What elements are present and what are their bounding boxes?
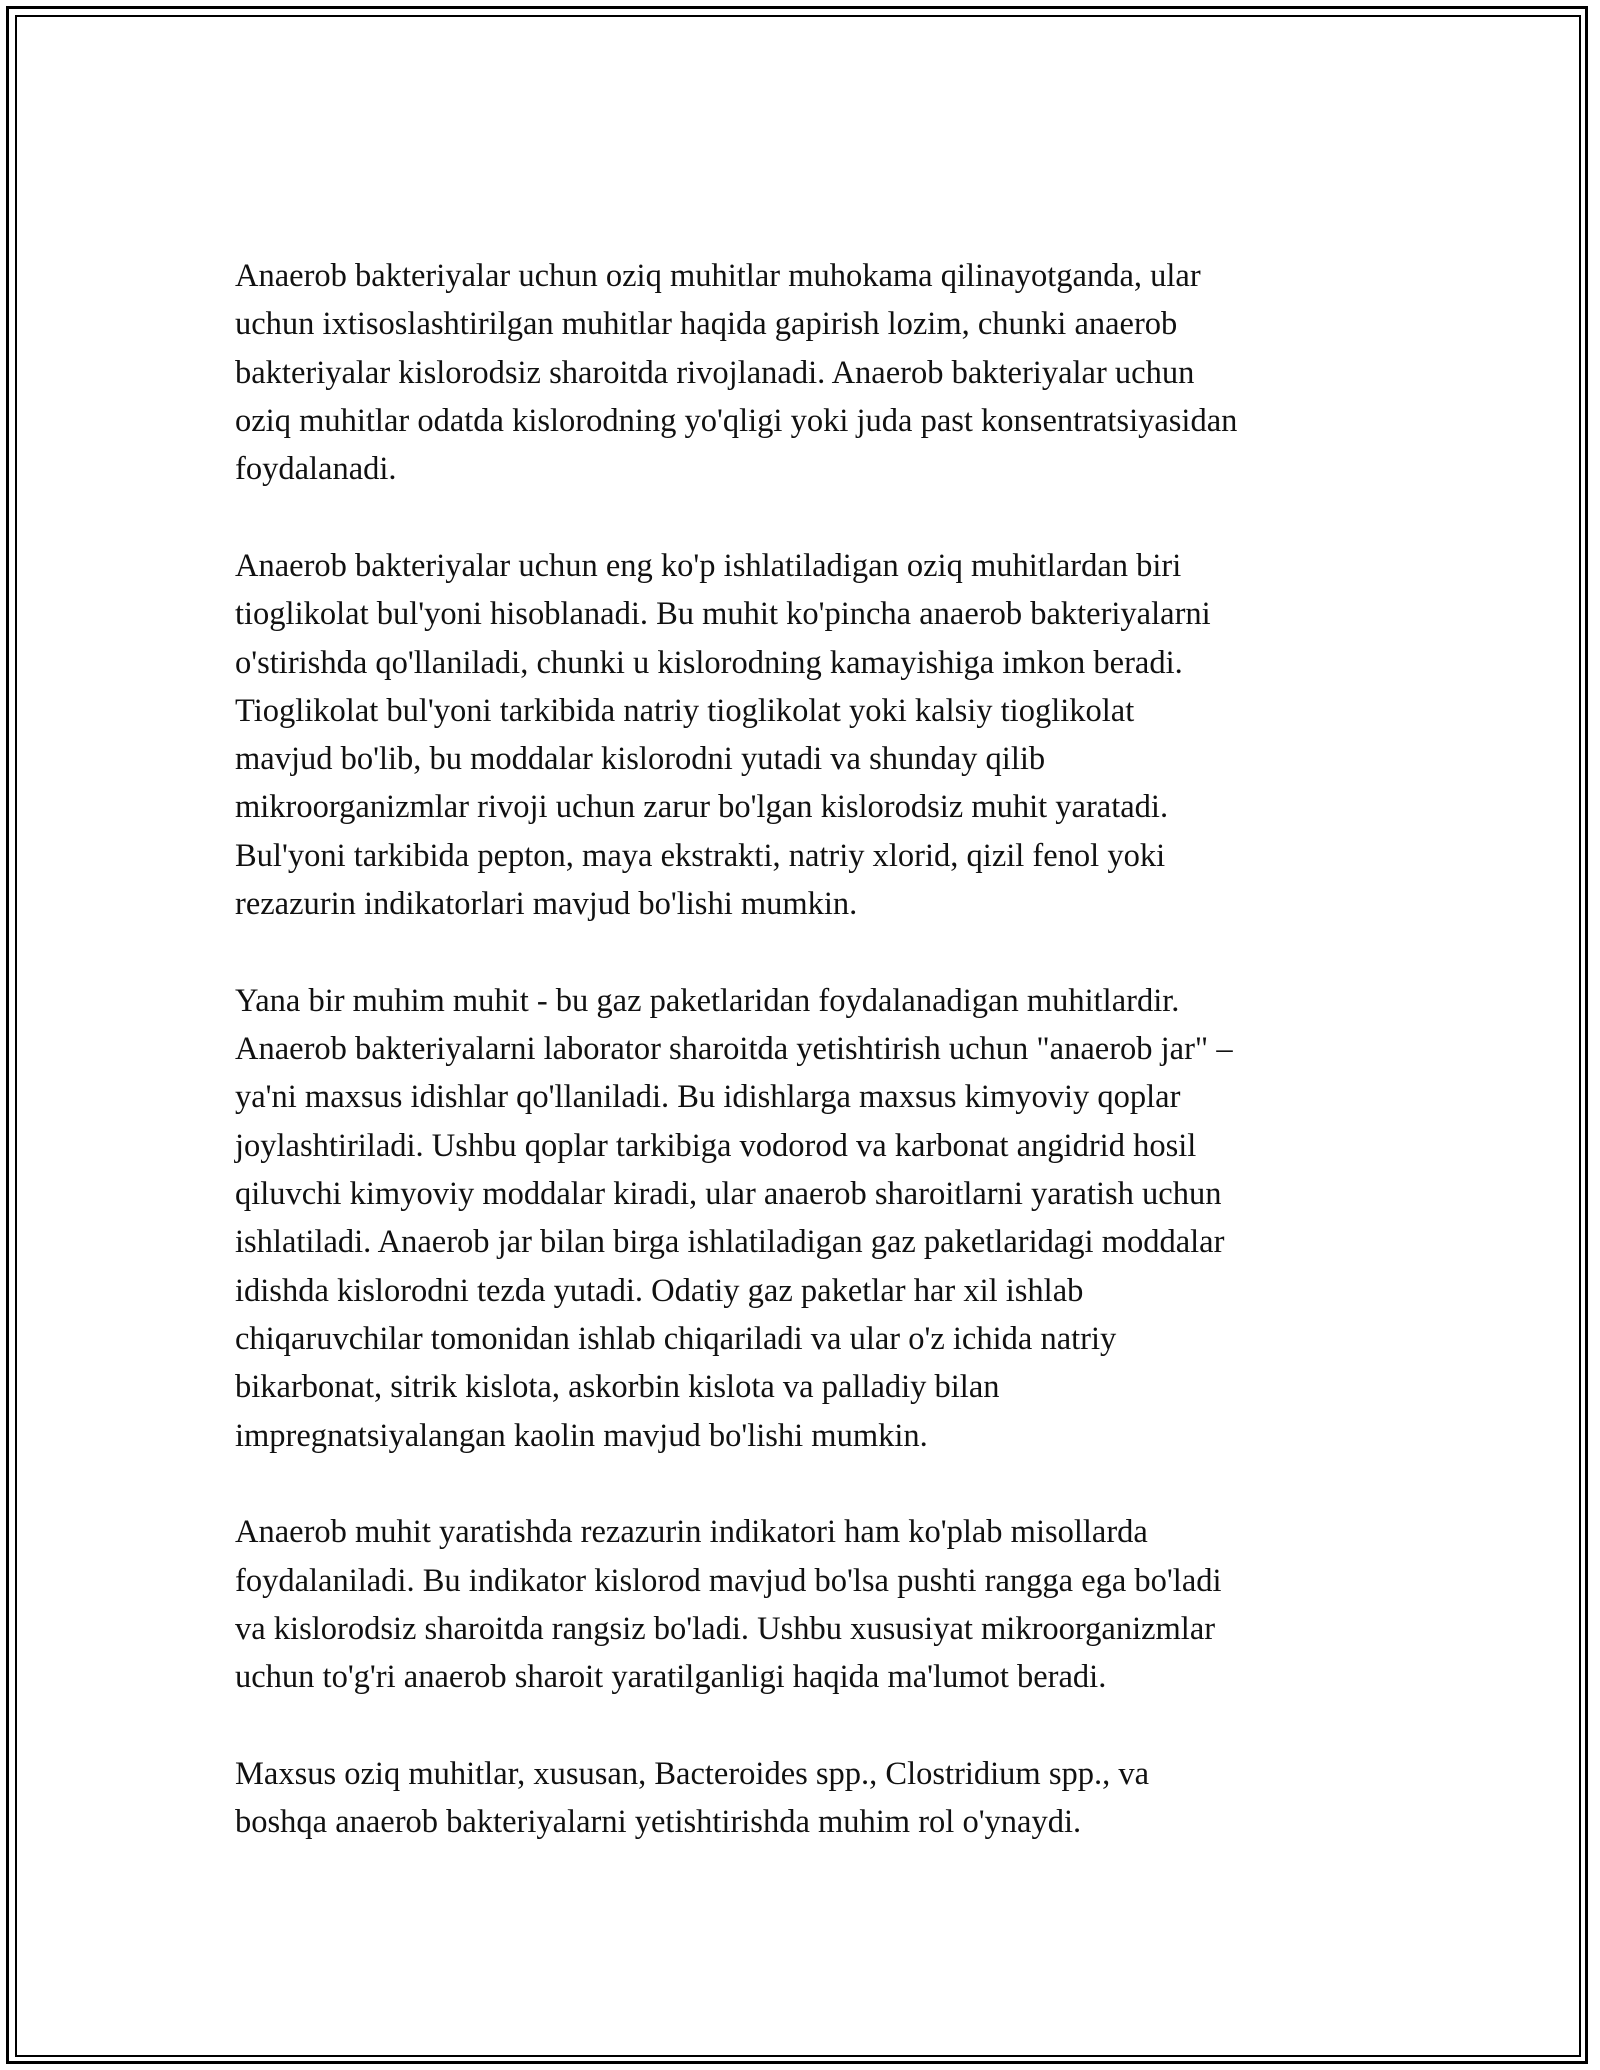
- paragraph-3: Yana bir muhim muhit - bu gaz paketlaridan foydalanadigan muhitlardir. Anaerob bakteriyalarni laborator sharoitda yetishtirish uchun "anaerob jar" – ya'ni maxsus idishlar qo'llaniladi. Bu idishlarga maxsus kimyoviy qoplar joylashtiriladi. Ushbu qoplar tarkibiga vodorod va karbonat angidrid hosil qiluvchi kimyoviy moddalar kiradi, ular anaerob sharoitlarni yaratish uchun ishlatiladi. Anaerob jar bilan birga ishlatiladigan gaz paketlaridagi moddalar idishda kislorodni tezda yutadi. Odatiy gaz paketlar har xil ishlab chiqaruvchilar tomonidan ishlab chiqariladi va ular o'z ichida natriy bikarbonat, sitrik kislota, askorbin kislota va palladiy bilan impregnatsiyalangan kaolin mavjud bo'lishi mumkin.: [235, 982, 1233, 1454]
- paragraph-1: Anaerob bakteriyalar uchun oziq muhitlar muhokama qilinayotganda, ular uchun ixtisoslashtirilgan muhitlar haqida gapirish lozim, chunki anaerob bakteriyalar kislorodsiz sharoitda rivojlanadi. Anaerob bakteriyalar uchun oziq muhitlar odatda kislorodning yo'qligi yoki juda past konsentratsiyasidan foydalanadi.: [235, 258, 1238, 488]
- document-body: [235, 252, 1375, 1895]
- paragraph-2: Anaerob bakteriyalar uchun eng ko'p ishlatiladigan oziq muhitlardan biri tioglikolat bul'yoni hisoblanadi. Bu muhit ko'pincha anaerob bakteriyalarni o'stirishda qo'llaniladi, chunki u kislorodning kamayishiga imkon beradi. Tioglikolat bul'yoni tarkibida natriy tioglikolat yoki kalsiy tioglikolat mavjud bo'lib, bu moddalar kislorodni yutadi va shunday qilib mikroorganizmlar rivoji uchun zarur bo'lgan kislorodsiz muhit yaratadi. Bul'yoni tarkibida pepton, maya ekstrakti, natriy xlorid, qizil fenol yoki rezazurin indikatorlari mavjud bo'lishi mumkin.: [235, 547, 1211, 923]
- paragraph-4: Anaerob muhit yaratishda rezazurin indikatori ham ko'plab misollarda foydalaniladi. Bu indikator kislorod mavjud bo'lsa pushti rangga ega bo'ladi va kislorodsiz sharoitda rangsiz bo'ladi. Ushbu xususiyat mikroorganizmlar uchun to'g'ri anaerob sharoit yaratilganligi haqida ma'lumot beradi.: [235, 1514, 1222, 1696]
- paragraph-5: Maxsus oziq muhitlar, xususan, Bacteroides spp., Clostridium spp., va boshqa anaerob bakteriyalarni yetishtirishda muhim rol o'ynaydi.: [235, 1756, 1150, 1841]
